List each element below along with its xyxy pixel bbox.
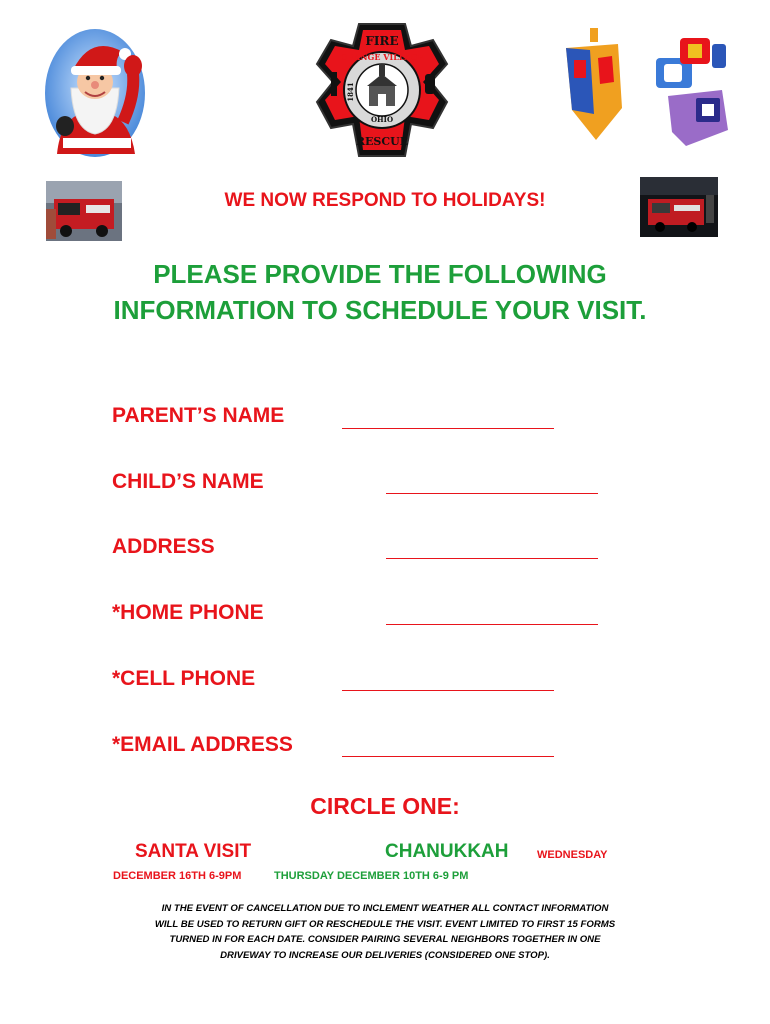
child-name-line[interactable] [386, 493, 598, 494]
chanukkah-date: THURSDAY DECEMBER 10TH 6-9 PM [274, 870, 469, 882]
option-chanukkah[interactable]: CHANUKKAH [385, 841, 509, 862]
address-label: ADDRESS [112, 535, 215, 558]
cancellation-notice: IN THE EVENT OF CANCELLATION DUE TO INCLEMENT WEATHER ALL CONTACT INFORMATION WILL BE USED TO RETURN GIFT OR RESCHEDULE THE VISIT. EVENT LIMITED TO FIRST 15 FORMS TURNED IN FOR EACH DATE. CONSIDER PAIRING SEVERAL NEIGHBORS TOGETHER IN ONE DRIVEWAY TO INCREASE OUR DELIVERIES (CONSIDERED ONE STOP). [154, 903, 616, 961]
email-address-label: *EMAIL ADDRESS [112, 733, 293, 756]
circle-one-heading: CIRCLE ONE: [310, 793, 460, 819]
home-phone-label: *HOME PHONE [112, 601, 264, 624]
email-address-line[interactable] [342, 756, 554, 757]
badge-bottom-text: RESCUE [355, 135, 409, 148]
headline: WE NOW RESPOND TO HOLIDAYS! [224, 190, 546, 211]
parent-name-line[interactable] [342, 428, 554, 429]
parent-name-label: PARENT’S NAME [112, 404, 285, 427]
badge-top-text: FIRE [365, 34, 399, 48]
home-phone-line[interactable] [386, 624, 598, 625]
address-line[interactable] [386, 558, 598, 559]
option-santa-visit[interactable]: SANTA VISIT [135, 841, 252, 862]
instructions-heading: PLEASE PROVIDE THE FOLLOWING INFORMATION TO SCHEDULE YOUR VISIT. [113, 259, 647, 325]
child-name-label: CHILD’S NAME [112, 470, 264, 493]
fire-rescue-badge-icon [313, 20, 451, 160]
badge-arc-text: ORANGE VILLAGE [340, 52, 424, 62]
santa-visit-date: DECEMBER 16TH 6-9PM [113, 870, 242, 882]
badge-year-text: 1841 [346, 82, 355, 102]
dreidels-icon [560, 24, 740, 152]
badge-state-text: OHIO [370, 115, 394, 124]
chanukkah-day: WEDNESDAY [537, 849, 608, 861]
santa-waving-icon [43, 26, 147, 160]
cell-phone-label: *CELL PHONE [112, 667, 256, 690]
cell-phone-line[interactable] [342, 690, 554, 691]
